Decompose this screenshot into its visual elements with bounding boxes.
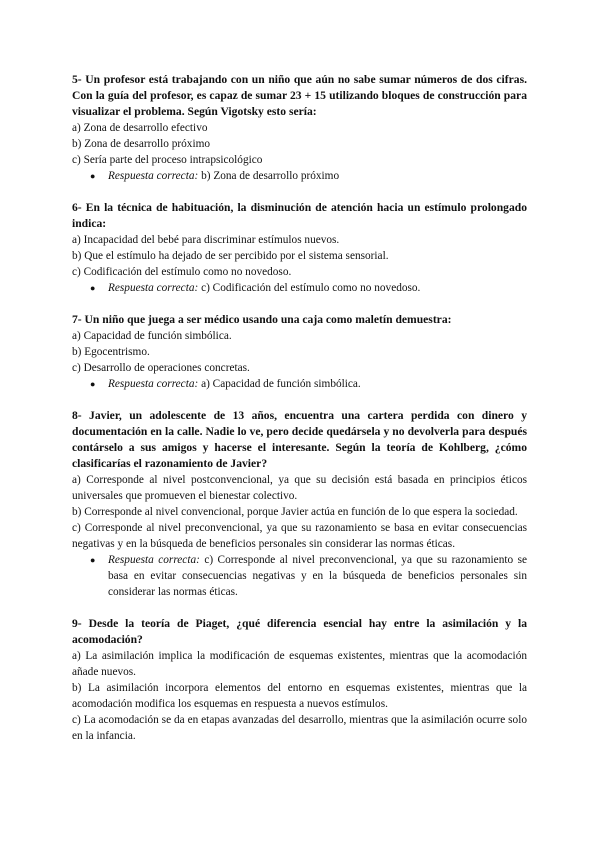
correct-answer xyxy=(72,168,527,184)
question-5 xyxy=(72,72,527,184)
answer-text: c) Codificación del estímulo como no novedoso. xyxy=(201,282,421,294)
question-title: 6- En la técnica de habituación, la disminución de atención hacia un estímulo prolongado indica: xyxy=(72,201,527,230)
option-b: b) Corresponde al nivel convencional, porque Javier actúa en función de lo que espera la sociedad. xyxy=(72,506,518,518)
question-6 xyxy=(72,200,527,296)
option-a: a) Zona de desarrollo efectivo xyxy=(72,122,208,134)
option-c: c) La acomodación se da en etapas avanzadas del desarrollo, mientras que la asimilación ocurre solo en la infancia. xyxy=(72,714,527,742)
bullet-icon: ● xyxy=(90,171,96,181)
option-b: b) Egocentrismo. xyxy=(72,346,150,358)
question-title: 5- Un profesor está trabajando con un niño que aún no sabe sumar números de dos cifras. Con la guía del profesor, es capaz de sumar 23 + 15 utilizando bloques de construcción para visualizar el problema. Según Vigotsky esto sería: xyxy=(72,73,527,118)
option-a: a) Incapacidad del bebé para discriminar estímulos nuevos. xyxy=(72,234,340,246)
question-title: 8- Javier, un adolescente de 13 años, encuentra una cartera perdida con dinero y documentación en la calle. Nadie lo ve, pero decide quedársela y no devolverla para después contárselo a sus amigos y hacerse el interesante. Según la teoría de Kohlberg, ¿cómo clasificarías el razonamiento de Javier? xyxy=(72,409,527,470)
answer-text: c) Corresponde al nivel preconvencional, ya que su razonamiento se basa en evitar consecuencias negativas y en la búsqueda de beneficios personales sin considerar las normas éticas. xyxy=(108,554,527,598)
question-title: 7- Un niño que juega a ser médico usando una caja como maletín demuestra: xyxy=(72,313,452,326)
option-b: b) Zona de desarrollo próximo xyxy=(72,138,211,150)
correct-answer xyxy=(72,280,527,296)
document-page xyxy=(72,72,527,760)
option-c: c) Sería parte del proceso intrapsicológico xyxy=(72,154,263,166)
answer-label: Respuesta correcta: xyxy=(108,282,199,294)
option-a: a) Capacidad de función simbólica. xyxy=(72,330,232,342)
answer-label: Respuesta correcta: xyxy=(108,378,199,390)
option-a: a) Corresponde al nivel postconvencional, ya que su decisión está basada en principios éticos universales que promueven el bienestar colectivo. xyxy=(72,474,527,502)
bullet-icon: ● xyxy=(90,555,96,565)
option-c: c) Desarrollo de operaciones concretas. xyxy=(72,362,250,374)
answer-label: Respuesta correcta: xyxy=(108,170,199,182)
answer-text: b) Zona de desarrollo próximo xyxy=(201,170,340,182)
answer-text: a) Capacidad de función simbólica. xyxy=(201,378,361,390)
option-a: a) La asimilación implica la modificación de esquemas existentes, mientras que la acomodación añade nuevos. xyxy=(72,650,527,678)
question-7 xyxy=(72,312,527,392)
option-c: c) Corresponde al nivel preconvencional, ya que su razonamiento se basa en evitar consecuencias negativas y en la búsqueda de beneficios personales sin considerar las normas éticas. xyxy=(72,522,527,550)
question-title: 9- Desde la teoría de Piaget, ¿qué diferencia esencial hay entre la asimilación y la acomodación? xyxy=(72,617,527,646)
question-8 xyxy=(72,408,527,600)
option-b: b) La asimilación incorpora elementos del entorno en esquemas existentes, mientras que la acomodación modifica los esquemas en respuesta a nuevos estímulos. xyxy=(72,682,527,710)
question-9 xyxy=(72,616,527,744)
answer-label: Respuesta correcta: xyxy=(108,554,200,566)
bullet-icon: ● xyxy=(90,379,96,389)
bullet-icon: ● xyxy=(90,283,96,293)
correct-answer xyxy=(72,376,527,392)
option-c: c) Codificación del estímulo como no novedoso. xyxy=(72,266,292,278)
correct-answer xyxy=(72,552,527,600)
option-b: b) Que el estímulo ha dejado de ser percibido por el sistema sensorial. xyxy=(72,250,389,262)
